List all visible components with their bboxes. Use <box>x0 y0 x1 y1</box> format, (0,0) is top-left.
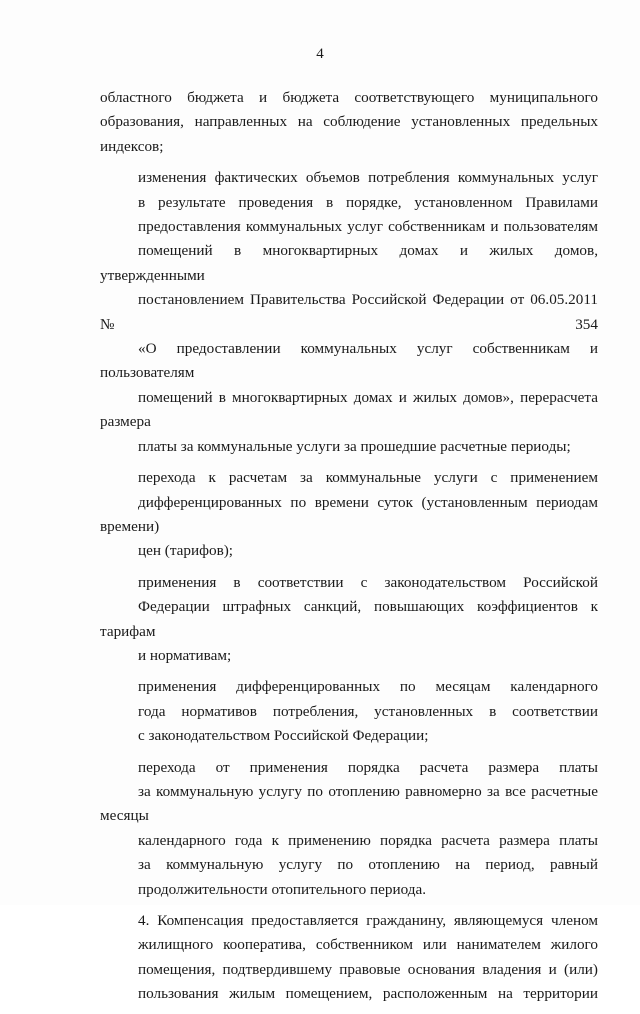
text-line: помещений в многоквартирных домах и жилых домов», перерасчета размера <box>100 388 598 431</box>
text-line: пользования жилым помещением, расположенным на территории <box>138 985 598 1003</box>
text-line: областного бюджета и бюджета соответствующего муниципального <box>100 89 598 106</box>
text-line: продолжительности отопительного периода. <box>138 880 427 898</box>
text-line: образования, направленных на соблюдение установленных предельных <box>100 113 598 131</box>
page-number: 4 <box>316 46 324 62</box>
text-line: за коммунальную услугу по отоплению на период, равный <box>138 856 598 874</box>
paragraph <box>100 166 598 459</box>
text-line: постановлением Правительства Российской Федерации от 06.05.2011 № 354 <box>100 291 598 333</box>
text-line: цен (тарифов); <box>138 542 234 560</box>
paragraph <box>100 756 598 902</box>
text-line: предоставления коммунальных услуг собственникам и пользователям <box>138 218 598 236</box>
text-line: за коммунальную услугу по отоплению равномерно за все расчетные месяцы <box>100 782 598 825</box>
text-line: платы за коммунальные услуги за прошедшие расчетные периоды; <box>138 437 571 455</box>
text-line: применения в соответствии с законодательством Российской <box>138 573 598 591</box>
text-line: жилищного кооператива, собственником или нанимателем жилого <box>138 936 598 954</box>
paragraph <box>100 909 598 1007</box>
text-line: 4. Компенсация предоставляется гражданину, являющемуся членом <box>138 912 598 929</box>
text-line: календарного года к применению порядка расчета размера платы <box>138 831 598 849</box>
paragraph <box>100 86 598 159</box>
text-line: помещений в многоквартирных домах и жилых домов, утвержденными <box>100 242 598 284</box>
text-line: применения дифференцированных по месяцам календарного <box>138 678 598 696</box>
paragraph <box>100 466 598 564</box>
text-line: и нормативам; <box>138 646 232 664</box>
text-line: дифференцированных по времени суток (установленным периодам времени) <box>100 493 598 535</box>
text-line: «О предоставлении коммунальных услуг собственникам и пользователям <box>100 340 598 382</box>
paragraph <box>100 571 598 669</box>
text-line: в результате проведения в порядке, установленном Правилами <box>138 193 598 211</box>
paragraph <box>100 675 598 748</box>
text-line: индексов; <box>100 137 164 155</box>
text-line: Федерации штрафных санкций, повышающих коэффициентов к тарифам <box>100 598 598 640</box>
text-line: года нормативов потребления, установленных в соответствии <box>138 702 598 720</box>
text-line: перехода к расчетам за коммунальные услуги с применением <box>138 469 598 487</box>
text-line: изменения фактических объемов потребления коммунальных услуг <box>138 169 598 187</box>
document-body <box>100 86 598 1014</box>
text-line: помещения, подтвердившему правовые основания владения и (или) <box>138 960 598 978</box>
text-line: перехода от применения порядка расчета размера платы <box>138 758 598 776</box>
text-line: с законодательством Российской Федерации; <box>138 727 429 745</box>
